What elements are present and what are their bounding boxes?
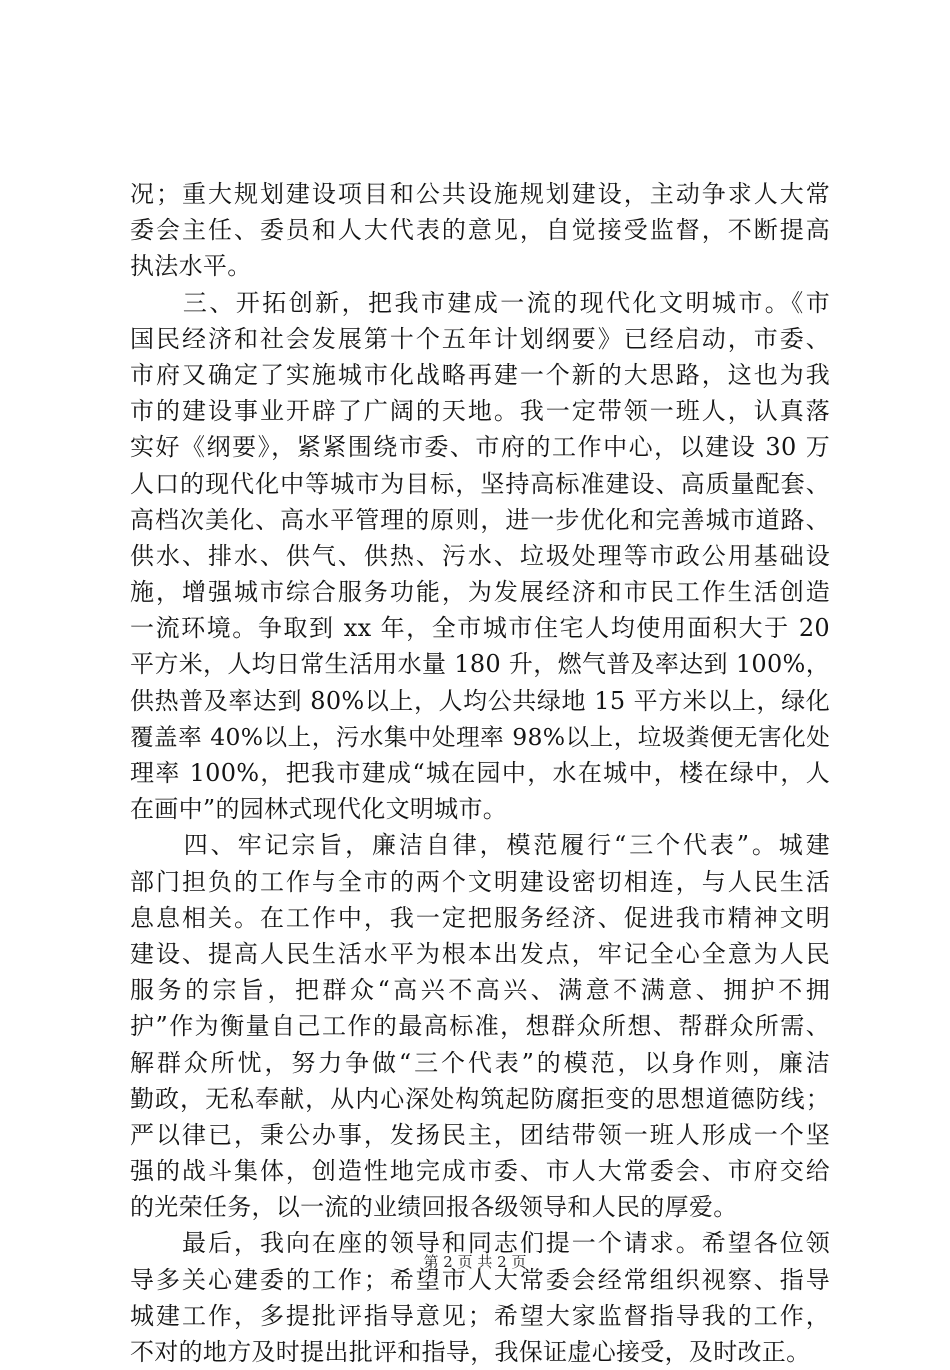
- text-line: 一流环境。争取到 xx 年，全市城市住宅人均使用面积大于 20: [130, 614, 830, 643]
- text-line: 高档次美化、高水平管理的原则，进一步优化和完善城市道路、: [130, 505, 830, 534]
- text-line: 国民经济和社会发展第十个五年计划纲要》已经启动，市委、: [130, 324, 830, 353]
- text-line: 服务的宗旨，把群众“高兴不高兴、满意不满意、拥护不拥: [130, 976, 830, 1005]
- text-line: 四、牢记宗旨，廉洁自律，模范履行“三个代表”。城建: [130, 831, 830, 860]
- text-line: 市府又确定了实施城市化战略再建一个新的大思路，这也为我: [130, 360, 830, 389]
- text-line: 不对的地方及时提出批评和指导，我保证虚心接受，及时改正。: [130, 1338, 811, 1366]
- text-line: 供水、排水、供气、供热、污水、垃圾处理等市政公用基础设: [130, 541, 830, 570]
- text-line: 勤政，无私奉献，从内心深处构筑起防腐拒变的思想道德防线；: [130, 1084, 830, 1113]
- text-line: 三、开拓创新，把我市建成一流的现代化文明城市。《市: [130, 288, 830, 317]
- text-line: 供热普及率达到 80%以上，人均公共绿地 15 平方米以上，绿化: [130, 686, 830, 715]
- text-line: 覆盖率 40%以上，污水集中处理率 98%以上，垃圾粪便无害化处: [130, 722, 830, 751]
- text-line: 导多关心建委的工作；希望市人大常委会经常组织视察、指导: [130, 1265, 830, 1294]
- document-body: [130, 176, 830, 1370]
- text-line: 人口的现代化中等城市为目标，坚持高标准建设、高质量配套、: [130, 469, 830, 498]
- text-line: 城建工作，多提批评指导意见；希望大家监督指导我的工作，: [130, 1301, 830, 1330]
- text-line: 建设、提高人民生活水平为根本出发点，牢记全心全意为人民: [130, 939, 830, 968]
- text-line: 实好《纲要》，紧紧围绕市委、市府的工作中心，以建设 30 万: [130, 433, 830, 462]
- text-line: 执法水平。: [130, 252, 252, 281]
- text-line: 解群众所忧，努力争做“三个代表”的模范，以身作则，廉洁: [130, 1048, 830, 1077]
- text-line: 部门担负的工作与全市的两个文明建设密切相连，与人民生活: [130, 867, 830, 896]
- text-line: 况；重大规划建设项目和公共设施规划建设，主动争求人大常: [130, 180, 830, 208]
- text-line: 市的建设事业开辟了广阔的天地。我一定带领一班人，认真落: [130, 397, 830, 426]
- text-line: 平方米，人均日常生活用水量 180 升，燃气普及率达到 100%，: [130, 650, 830, 679]
- text-line: 理率 100%，把我市建成“城在园中，水在城中，楼在绿中，人: [130, 759, 830, 787]
- text-line: 最后，我向在座的领导和同志们提一个请求。希望各位领: [130, 1229, 830, 1258]
- text-line: 的光荣任务，以一流的业绩回报各级领导和人民的厚爱。: [130, 1193, 738, 1222]
- text-line: 委会主任、委员和人大代表的意见，自觉接受监督，不断提高: [130, 216, 830, 245]
- text-line: 严以律已，秉公办事，发扬民主，团结带领一班人形成一个坚: [130, 1120, 830, 1149]
- page-footer: 第 2 页 共 2 页: [423, 1253, 527, 1271]
- text-line: 在画中”的园林式现代化文明城市。: [130, 795, 508, 824]
- text-line: 强的战斗集体，创造性地完成市委、市人大常委会、市府交给: [130, 1157, 830, 1186]
- text-line: 息息相关。在工作中，我一定把服务经济、促进我市精神文明: [130, 903, 830, 932]
- text-line: 护”作为衡量自己工作的最高标准，想群众所想、帮群众所需、: [130, 1012, 830, 1041]
- text-line: 施，增强城市综合服务功能，为发展经济和市民工作生活创造: [130, 578, 830, 607]
